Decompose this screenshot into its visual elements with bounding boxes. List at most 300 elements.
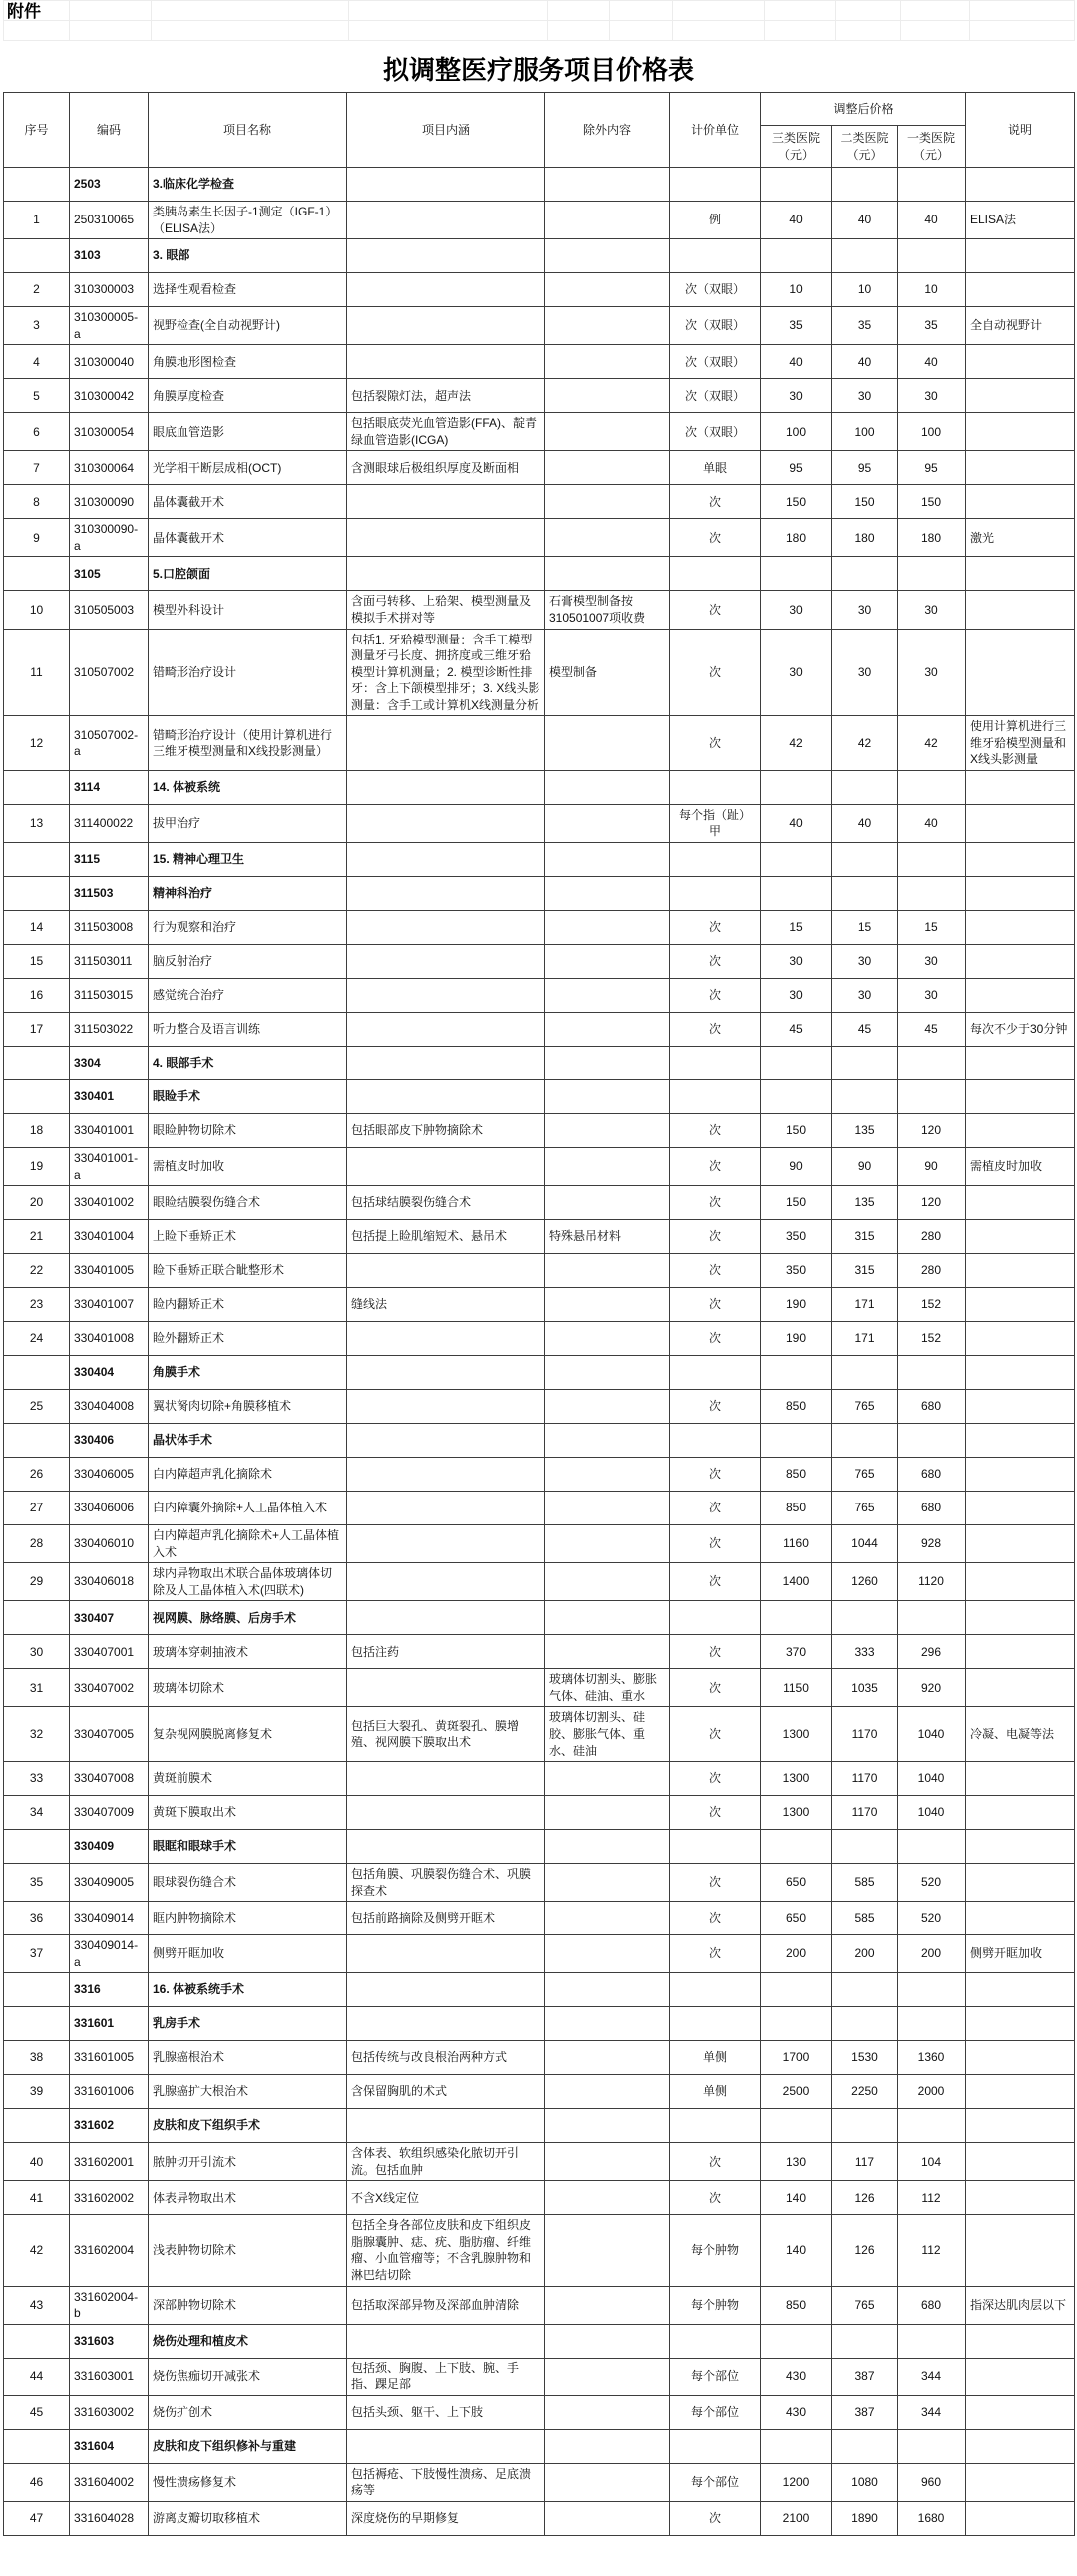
unit-cell: 次 [670, 629, 761, 716]
price-tier3-cell: 150 [761, 485, 832, 519]
sheet-cell [673, 21, 765, 41]
price-tier1-cell: 104 [898, 2143, 966, 2181]
seq-cell [4, 2007, 70, 2041]
price-tier3-cell: 30 [761, 591, 832, 629]
exclusion-cell [545, 2463, 670, 2501]
table-row [4, 1762, 1075, 1796]
name-cell: 眼眶和眼球手术 [149, 1830, 347, 1864]
price-tier1-cell [898, 1080, 966, 1114]
note-cell [966, 1762, 1075, 1796]
code-cell: 3316 [70, 1973, 149, 2007]
price-tier3-cell [761, 2429, 832, 2463]
price-tier3-cell [761, 1047, 832, 1080]
content-cell: 包括巨大裂孔、黄斑裂孔、膜增殖、视网膜下膜取出术 [347, 1707, 545, 1762]
price-tier2-cell: 180 [832, 519, 898, 557]
table-row [4, 413, 1075, 451]
unit-cell: 次 [670, 1525, 761, 1563]
code-cell: 330401001 [70, 1114, 149, 1148]
code-cell: 330406005 [70, 1458, 149, 1492]
seq-cell: 19 [4, 1148, 70, 1186]
seq-cell: 33 [4, 1762, 70, 1796]
seq-cell: 10 [4, 591, 70, 629]
price-tier1-cell: 520 [898, 1902, 966, 1935]
header-unit: 计价单位 [670, 93, 761, 168]
seq-cell: 9 [4, 519, 70, 557]
exclusion-cell [545, 239, 670, 273]
price-tier1-cell: 40 [898, 804, 966, 842]
price-tier1-cell: 120 [898, 1114, 966, 1148]
seq-cell: 21 [4, 1220, 70, 1254]
price-tier2-cell: 315 [832, 1220, 898, 1254]
seq-cell: 3 [4, 307, 70, 345]
name-cell: 3.临床化学检查 [149, 168, 347, 202]
exclusion-cell [545, 2395, 670, 2429]
price-tier1-cell [898, 843, 966, 877]
price-tier3-cell: 200 [761, 1935, 832, 1973]
exclusion-cell [545, 168, 670, 202]
price-tier2-cell: 171 [832, 1288, 898, 1322]
seq-cell [4, 2429, 70, 2463]
price-tier3-cell: 40 [761, 202, 832, 239]
seq-cell: 32 [4, 1707, 70, 1762]
exclusion-cell [545, 1762, 670, 1796]
unit-cell [670, 2324, 761, 2358]
code-cell: 330401004 [70, 1220, 149, 1254]
header-name: 项目名称 [149, 93, 347, 168]
price-tier2-cell: 315 [832, 1254, 898, 1288]
price-tier3-cell: 350 [761, 1220, 832, 1254]
content-cell [347, 911, 545, 945]
exclusion-cell: 石膏模型制备按310501007项收费 [545, 591, 670, 629]
page-title: 拟调整医疗服务项目价格表 [382, 55, 694, 85]
header-note: 说明 [966, 93, 1075, 168]
unit-cell: 次（双眼） [670, 345, 761, 379]
seq-cell [4, 1973, 70, 2007]
price-tier3-cell: 90 [761, 1148, 832, 1186]
sheet-cell [901, 1, 970, 21]
note-cell [966, 1114, 1075, 1148]
unit-cell: 次 [670, 1762, 761, 1796]
unit-cell [670, 843, 761, 877]
price-tier2-cell: 765 [832, 2286, 898, 2324]
content-cell: 包括头颈、躯干、上下肢 [347, 2395, 545, 2429]
price-tier1-cell [898, 2109, 966, 2143]
table-row [4, 202, 1075, 239]
seq-cell: 42 [4, 2215, 70, 2286]
code-cell: 330406018 [70, 1563, 149, 1601]
seq-cell: 2 [4, 273, 70, 307]
price-tier2-cell: 387 [832, 2395, 898, 2429]
unit-cell: 单侧 [670, 2041, 761, 2075]
exclusion-cell [545, 1288, 670, 1322]
unit-cell [670, 1047, 761, 1080]
price-tier1-cell: 30 [898, 979, 966, 1013]
name-cell: 角膜厚度检查 [149, 379, 347, 413]
price-tier3-cell: 1700 [761, 2041, 832, 2075]
table-row [4, 1492, 1075, 1525]
table-row [4, 911, 1075, 945]
price-tier2-cell: 126 [832, 2181, 898, 2215]
name-cell: 需植皮时加收 [149, 1148, 347, 1186]
price-tier3-cell: 35 [761, 307, 832, 345]
seq-cell: 8 [4, 485, 70, 519]
unit-cell: 次 [670, 1902, 761, 1935]
seq-cell: 39 [4, 2075, 70, 2109]
price-tier3-cell [761, 1973, 832, 2007]
exclusion-cell [545, 2007, 670, 2041]
price-tier1-cell [898, 2007, 966, 2041]
content-cell [347, 804, 545, 842]
unit-cell: 每个部位 [670, 2463, 761, 2501]
note-cell: 需植皮时加收 [966, 1148, 1075, 1186]
code-cell: 311400022 [70, 804, 149, 842]
price-tier1-cell: 35 [898, 307, 966, 345]
code-cell: 330409 [70, 1830, 149, 1864]
code-cell: 330401008 [70, 1322, 149, 1356]
price-tier3-cell [761, 1601, 832, 1635]
name-cell: 烧伤扩创术 [149, 2395, 347, 2429]
code-cell: 330407 [70, 1601, 149, 1635]
price-tier2-cell [832, 1356, 898, 1390]
note-cell [966, 629, 1075, 716]
price-tier2-cell [832, 843, 898, 877]
code-cell: 331603002 [70, 2395, 149, 2429]
note-cell [966, 1288, 1075, 1322]
header-exclusion: 除外内容 [545, 93, 670, 168]
seq-cell [4, 1047, 70, 1080]
note-cell: 冷凝、电凝等法 [966, 1707, 1075, 1762]
code-cell: 311503008 [70, 911, 149, 945]
price-tier2-cell [832, 1424, 898, 1458]
code-cell: 330407008 [70, 1762, 149, 1796]
note-cell [966, 1458, 1075, 1492]
seq-cell: 31 [4, 1669, 70, 1707]
price-tier2-cell: 100 [832, 413, 898, 451]
exclusion-cell [545, 413, 670, 451]
name-cell: 翼状胬肉切除+角膜移植术 [149, 1390, 347, 1424]
code-cell: 330409014 [70, 1902, 149, 1935]
price-tier3-cell [761, 2109, 832, 2143]
content-cell [347, 770, 545, 804]
table-row [4, 2075, 1075, 2109]
table-row [4, 2041, 1075, 2075]
exclusion-cell [545, 2501, 670, 2535]
note-cell [966, 1492, 1075, 1525]
price-tier1-cell: 40 [898, 345, 966, 379]
sheet-cell [970, 21, 1075, 41]
price-tier3-cell: 140 [761, 2181, 832, 2215]
content-cell: 包括球结膜裂伤缝合术 [347, 1186, 545, 1220]
sheet-cell [610, 1, 673, 21]
price-tier3-cell: 350 [761, 1254, 832, 1288]
seq-cell [4, 239, 70, 273]
seq-cell [4, 877, 70, 911]
note-cell: 使用计算机进行三维牙𬌗模型测量和X线头影测量 [966, 716, 1075, 771]
table-row [4, 1288, 1075, 1322]
exclusion-cell [545, 379, 670, 413]
price-tier1-cell [898, 1601, 966, 1635]
table-row [4, 2395, 1075, 2429]
content-cell [347, 1563, 545, 1601]
price-tier1-cell: 150 [898, 485, 966, 519]
content-cell [347, 485, 545, 519]
seq-cell: 20 [4, 1186, 70, 1220]
price-tier3-cell: 430 [761, 2358, 832, 2395]
price-table [3, 92, 1075, 2536]
header-row-1 [4, 93, 1075, 126]
name-cell: 视网膜、脉络膜、后房手术 [149, 1601, 347, 1635]
price-tier1-cell: 95 [898, 451, 966, 485]
code-cell: 331604002 [70, 2463, 149, 2501]
sheet-cell [836, 1, 901, 21]
exclusion-cell [545, 1796, 670, 1830]
exclusion-cell [545, 1902, 670, 1935]
exclusion-cell [545, 1563, 670, 1601]
note-cell [966, 451, 1075, 485]
note-cell [966, 1356, 1075, 1390]
price-tier1-cell: 680 [898, 1492, 966, 1525]
table-row [4, 1013, 1075, 1047]
seq-cell [4, 1830, 70, 1864]
price-tier1-cell: 30 [898, 591, 966, 629]
seq-cell: 41 [4, 2181, 70, 2215]
seq-cell [4, 168, 70, 202]
table-row [4, 2215, 1075, 2286]
content-cell: 包括眼部皮下肿物摘除术 [347, 1114, 545, 1148]
content-cell [347, 1973, 545, 2007]
unit-cell: 次 [670, 1114, 761, 1148]
note-cell [966, 2007, 1075, 2041]
exclusion-cell [545, 1186, 670, 1220]
note-cell [966, 2395, 1075, 2429]
price-tier3-cell: 40 [761, 345, 832, 379]
exclusion-cell [545, 770, 670, 804]
header-code: 编码 [70, 93, 149, 168]
sheet-cell [152, 21, 349, 41]
table-row [4, 1669, 1075, 1707]
price-tier3-cell: 30 [761, 629, 832, 716]
table-row [4, 591, 1075, 629]
seq-cell: 6 [4, 413, 70, 451]
name-cell: 感觉统合治疗 [149, 979, 347, 1013]
table-row [4, 1390, 1075, 1424]
table-row [4, 2143, 1075, 2181]
section-row [4, 2109, 1075, 2143]
price-tier1-cell: 30 [898, 629, 966, 716]
name-cell: 16. 体被系统手术 [149, 1973, 347, 2007]
price-tier2-cell: 117 [832, 2143, 898, 2181]
price-tier2-cell [832, 2109, 898, 2143]
table-row [4, 804, 1075, 842]
table-row [4, 1458, 1075, 1492]
content-cell: 包括全身各部位皮肤和皮下组织皮脂腺囊肿、痣、疣、脂肪瘤、纤维瘤、小血管瘤等；不含乳腺肿物和淋巴结切除 [347, 2215, 545, 2286]
seq-cell [4, 2109, 70, 2143]
note-cell [966, 2181, 1075, 2215]
price-tier2-cell: 585 [832, 1864, 898, 1902]
unit-cell: 次 [670, 485, 761, 519]
price-tier2-cell: 135 [832, 1186, 898, 1220]
content-cell: 包括取深部异物及深部血肿清除 [347, 2286, 545, 2324]
price-tier2-cell [832, 1830, 898, 1864]
exclusion-cell [545, 1390, 670, 1424]
name-cell: 模型外科设计 [149, 591, 347, 629]
price-tier3-cell: 42 [761, 716, 832, 771]
exclusion-cell [545, 519, 670, 557]
price-tier1-cell: 45 [898, 1013, 966, 1047]
name-cell: 睑下垂矫正联合眦整形术 [149, 1254, 347, 1288]
note-cell [966, 413, 1075, 451]
unit-cell: 次 [670, 1148, 761, 1186]
name-cell: 脑反射治疗 [149, 945, 347, 979]
code-cell: 331602002 [70, 2181, 149, 2215]
unit-cell: 次 [670, 716, 761, 771]
unit-cell: 次 [670, 591, 761, 629]
price-tier3-cell: 10 [761, 273, 832, 307]
price-tier2-cell: 765 [832, 1458, 898, 1492]
seq-cell: 4 [4, 345, 70, 379]
exclusion-cell [545, 307, 670, 345]
name-cell: 脓肿切开引流术 [149, 2143, 347, 2181]
table-row [4, 307, 1075, 345]
unit-cell: 每个部位 [670, 2395, 761, 2429]
seq-cell [4, 1601, 70, 1635]
price-tier1-cell [898, 770, 966, 804]
code-cell: 310300040 [70, 345, 149, 379]
exclusion-cell [545, 716, 670, 771]
name-cell: 眼睑手术 [149, 1080, 347, 1114]
price-tier1-cell: 344 [898, 2358, 966, 2395]
unit-cell: 次 [670, 2143, 761, 2181]
name-cell: 乳腺癌扩大根治术 [149, 2075, 347, 2109]
note-cell [966, 239, 1075, 273]
note-cell [966, 379, 1075, 413]
exclusion-cell [545, 2215, 670, 2286]
content-cell: 包括颈、胸腹、上下肢、腕、手指、踝足部 [347, 2358, 545, 2395]
price-tier3-cell: 650 [761, 1902, 832, 1935]
exclusion-cell: 特殊悬吊材料 [545, 1220, 670, 1254]
code-cell: 331602004-b [70, 2286, 149, 2324]
content-cell [347, 1356, 545, 1390]
table-row [4, 1635, 1075, 1669]
price-tier2-cell: 1890 [832, 2501, 898, 2535]
price-tier1-cell: 112 [898, 2181, 966, 2215]
price-tier3-cell: 150 [761, 1114, 832, 1148]
exclusion-cell [545, 911, 670, 945]
sheet-cell [4, 21, 70, 41]
code-cell: 330407002 [70, 1669, 149, 1707]
seq-cell: 34 [4, 1796, 70, 1830]
seq-cell: 12 [4, 716, 70, 771]
price-tier3-cell [761, 239, 832, 273]
exclusion-cell [545, 345, 670, 379]
header-price-group: 调整后价格 [761, 93, 966, 126]
price-tier3-cell: 140 [761, 2215, 832, 2286]
note-cell [966, 2501, 1075, 2535]
price-tier3-cell: 1300 [761, 1762, 832, 1796]
name-cell: 错畸形治疗设计（使用计算机进行三维牙模型测量和X线投影测量） [149, 716, 347, 771]
code-cell: 330401007 [70, 1288, 149, 1322]
price-tier1-cell: 920 [898, 1669, 966, 1707]
price-tier2-cell: 42 [832, 716, 898, 771]
price-tier1-cell: 180 [898, 519, 966, 557]
content-cell [347, 168, 545, 202]
price-tier2-cell [832, 2007, 898, 2041]
code-cell: 3103 [70, 239, 149, 273]
note-cell [966, 1047, 1075, 1080]
code-cell: 330407001 [70, 1635, 149, 1669]
note-cell [966, 1080, 1075, 1114]
code-cell: 311503 [70, 877, 149, 911]
seq-cell: 45 [4, 2395, 70, 2429]
sheet-cell [970, 1, 1075, 21]
unit-cell: 次 [670, 1563, 761, 1601]
name-cell: 5.口腔颌面 [149, 557, 347, 591]
price-tier2-cell: 2250 [832, 2075, 898, 2109]
price-tier1-cell: 1040 [898, 1796, 966, 1830]
note-cell: 指深达肌肉层以下 [966, 2286, 1075, 2324]
price-tier1-cell: 30 [898, 379, 966, 413]
table-row [4, 945, 1075, 979]
name-cell: 眼球裂伤缝合术 [149, 1864, 347, 1902]
price-tier1-cell: 1040 [898, 1707, 966, 1762]
price-tier3-cell [761, 1830, 832, 1864]
unit-cell [670, 1830, 761, 1864]
exclusion-cell [545, 1047, 670, 1080]
unit-cell: 次 [670, 1864, 761, 1902]
unit-cell: 次 [670, 1220, 761, 1254]
seq-cell: 43 [4, 2286, 70, 2324]
note-cell [966, 2075, 1075, 2109]
price-tier2-cell: 765 [832, 1492, 898, 1525]
table-row [4, 1707, 1075, 1762]
table-row [4, 2501, 1075, 2535]
seq-cell: 24 [4, 1322, 70, 1356]
seq-cell: 30 [4, 1635, 70, 1669]
content-cell: 含测眼球后极组织厚度及断面相 [347, 451, 545, 485]
note-cell [966, 2143, 1075, 2181]
seq-cell: 36 [4, 1902, 70, 1935]
price-tier2-cell [832, 168, 898, 202]
price-tier3-cell: 15 [761, 911, 832, 945]
note-cell [966, 1635, 1075, 1669]
seq-cell [4, 557, 70, 591]
price-tier2-cell [832, 1080, 898, 1114]
price-tier2-cell: 95 [832, 451, 898, 485]
name-cell: 体表异物取出术 [149, 2181, 347, 2215]
price-tier2-cell: 135 [832, 1114, 898, 1148]
exclusion-cell [545, 945, 670, 979]
price-tier1-cell: 152 [898, 1322, 966, 1356]
code-cell: 331601005 [70, 2041, 149, 2075]
price-tier3-cell [761, 2324, 832, 2358]
price-tier2-cell: 30 [832, 379, 898, 413]
code-cell: 330401001-a [70, 1148, 149, 1186]
unit-cell: 次 [670, 1492, 761, 1525]
price-tier1-cell: 280 [898, 1220, 966, 1254]
price-tier2-cell: 126 [832, 2215, 898, 2286]
content-cell [347, 1047, 545, 1080]
code-cell: 330409014-a [70, 1935, 149, 1973]
unit-cell: 次 [670, 1635, 761, 1669]
table-row [4, 1902, 1075, 1935]
seq-cell: 47 [4, 2501, 70, 2535]
seq-cell: 7 [4, 451, 70, 485]
price-tier1-cell: 1120 [898, 1563, 966, 1601]
table-row [4, 451, 1075, 485]
exclusion-cell [545, 1935, 670, 1973]
table-row [4, 379, 1075, 413]
note-cell [966, 1254, 1075, 1288]
